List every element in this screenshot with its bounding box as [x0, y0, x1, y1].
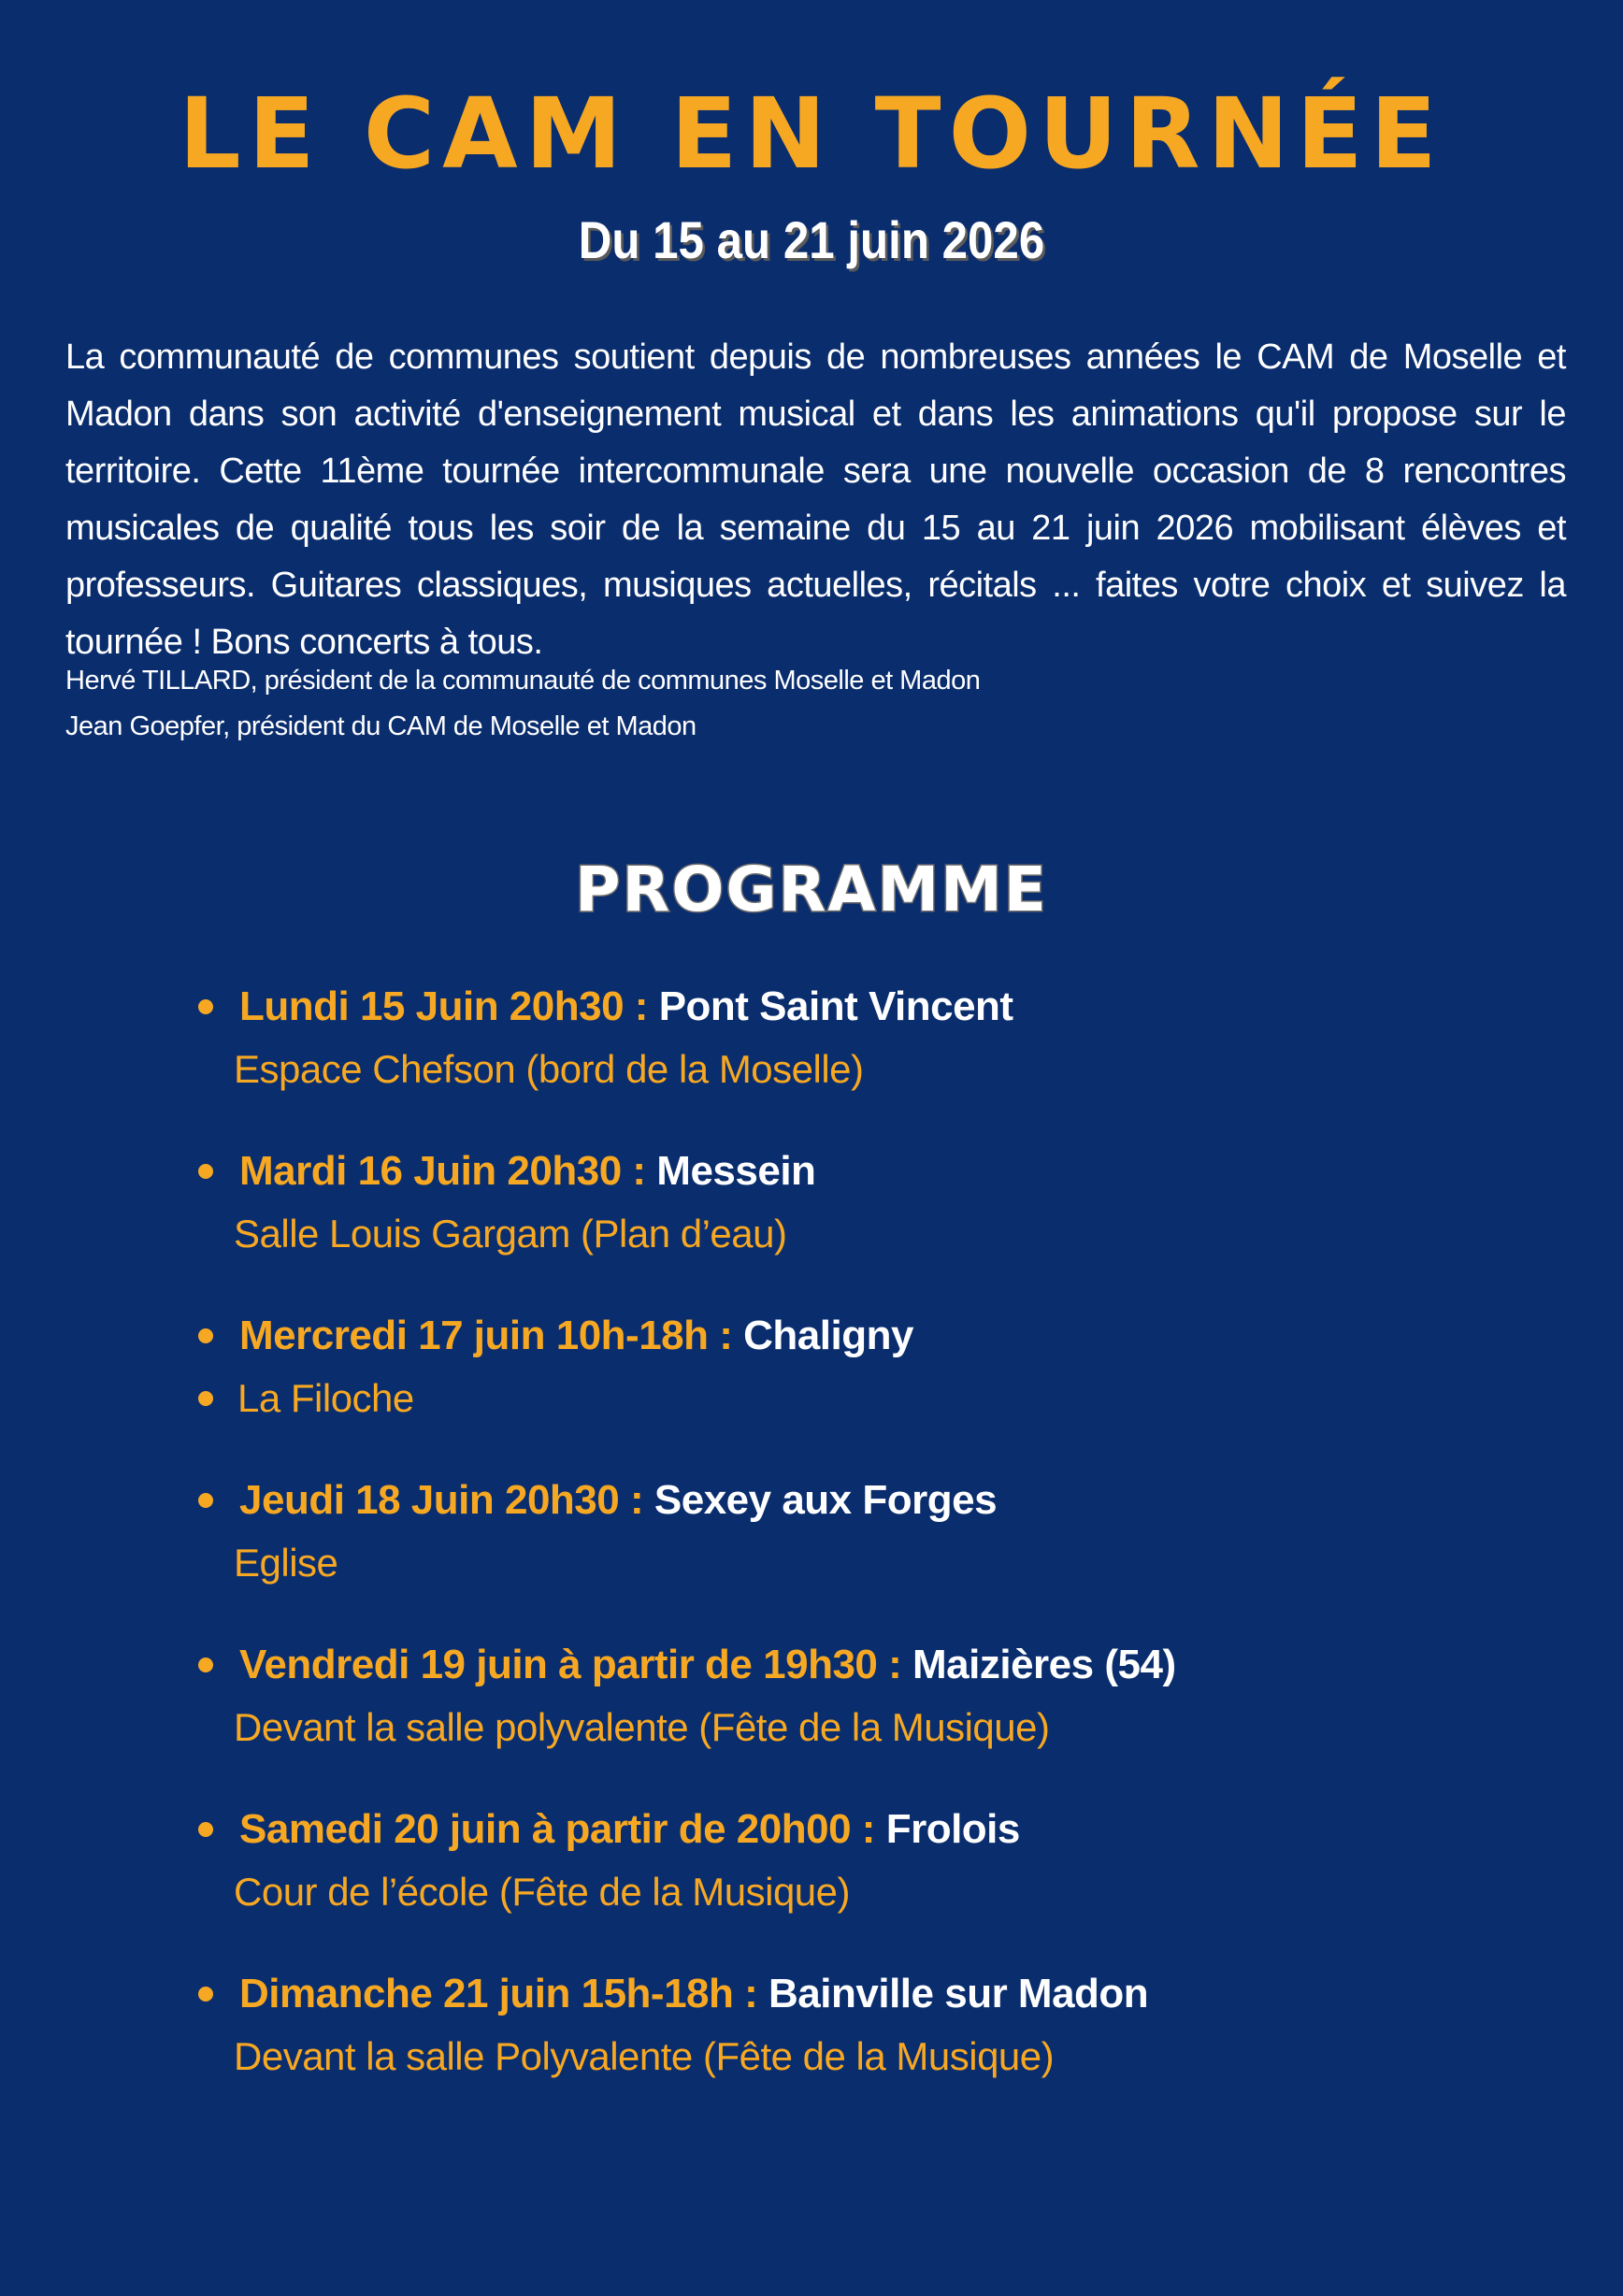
event-separator: :: [634, 983, 648, 1029]
intro-paragraph: La communauté de communes soutient depuis de nombreuses années le CAM de Moselle et Madon dans son activité d'enseignement musical et dans les animations qu'il propose sur le territoire. Cette 11ème tournée intercommunale sera une nouvelle occasion de 8 rencontres musicales de qualité tous les soir de la semaine du 15 au 21 juin 2026 mobilisant élèves et professeurs. Guitares classiques, musiques actuelles, récitals ... faites votre choix et suivez la tournée ! Bons concerts à tous.: [65, 337, 1566, 662]
event-town: Frolois: [885, 1806, 1020, 1852]
event-town: Bainville sur Madon: [768, 1971, 1149, 2016]
event-venue-line: [198, 1700, 1554, 1761]
event-venue-line: [198, 1370, 1554, 1432]
event-separator: :: [629, 1477, 644, 1523]
bullet-icon: [198, 1987, 213, 2002]
programme-item: [198, 1959, 1554, 2124]
page-title: LE CAM EN TOURNÉE: [179, 77, 1444, 191]
signature-line: Jean Goepfer, président du CAM de Moselle et Madon: [65, 711, 697, 741]
bullet-icon: [198, 1328, 213, 1343]
event-town: Pont Saint Vincent: [658, 983, 1013, 1029]
event-venue: Espace Chefson (bord de la Moselle): [234, 1047, 864, 1091]
event-date: Mardi 16 Juin 20h30: [239, 1148, 622, 1194]
programme-list: [198, 972, 1554, 2124]
bullet-icon: [198, 1822, 213, 1837]
signature-line: Hervé TILLARD, président de la communauté de communes Moselle et Madon: [65, 666, 981, 696]
bullet-icon: [198, 1391, 213, 1406]
programme-item: [198, 1137, 1554, 1301]
bullet-icon: [198, 1657, 213, 1672]
event-heading: [198, 1301, 1554, 1370]
event-separator: :: [861, 1806, 875, 1852]
event-separator: :: [719, 1313, 733, 1358]
programme-item: [198, 1301, 1554, 1466]
event-heading: [198, 1137, 1554, 1206]
event-date: Lundi 15 Juin 20h30: [239, 983, 625, 1029]
event-town: Maizières (54): [912, 1642, 1176, 1687]
event-venue: Salle Louis Gargam (Plan d’eau): [234, 1212, 787, 1256]
event-heading: [198, 972, 1554, 1041]
event-date: Dimanche 21 juin 15h-18h: [239, 1971, 734, 2016]
event-venue: Cour de l’école (Fête de la Musique): [234, 1870, 851, 1914]
event-date: Vendredi 19 juin à partir de 19h30: [239, 1642, 878, 1687]
signatures: [65, 658, 980, 750]
event-venue: Devant la salle polyvalente (Fête de la Musique): [234, 1705, 1050, 1749]
programme-item: [198, 972, 1554, 1137]
programme-item: [198, 1630, 1554, 1795]
event-venue: La Filoche: [237, 1376, 414, 1420]
event-town: Sexey aux Forges: [654, 1477, 998, 1523]
bullet-icon: [198, 1164, 213, 1179]
programme-item: [198, 1466, 1554, 1630]
bullet-icon: [198, 999, 213, 1014]
event-town: Chaligny: [743, 1313, 913, 1358]
programme-heading: PROGRAMME: [575, 854, 1048, 926]
event-venue-line: [198, 1864, 1554, 1926]
event-venue-line: [198, 1041, 1554, 1103]
event-heading: [198, 1795, 1554, 1864]
event-heading: [198, 1959, 1554, 2029]
bullet-icon: [198, 1493, 213, 1508]
event-date: Mercredi 17 juin 10h-18h: [239, 1313, 709, 1358]
event-venue: Eglise: [234, 1541, 338, 1585]
event-venue-line: [198, 2029, 1554, 2090]
event-venue-line: [198, 1206, 1554, 1268]
event-separator: :: [888, 1642, 902, 1687]
event-separator: :: [632, 1148, 646, 1194]
date-range-subtitle: Du 15 au 21 juin 2026: [578, 210, 1045, 269]
event-separator: :: [744, 1971, 758, 2016]
event-town: Messein: [656, 1148, 816, 1194]
event-heading: [198, 1466, 1554, 1535]
event-venue: Devant la salle Polyvalente (Fête de la Musique): [234, 2034, 1055, 2078]
event-venue-line: [198, 1535, 1554, 1597]
event-heading: [198, 1630, 1554, 1700]
event-date: Jeudi 18 Juin 20h30: [239, 1477, 620, 1523]
programme-item: [198, 1795, 1554, 1959]
event-date: Samedi 20 juin à partir de 20h00: [239, 1806, 852, 1852]
